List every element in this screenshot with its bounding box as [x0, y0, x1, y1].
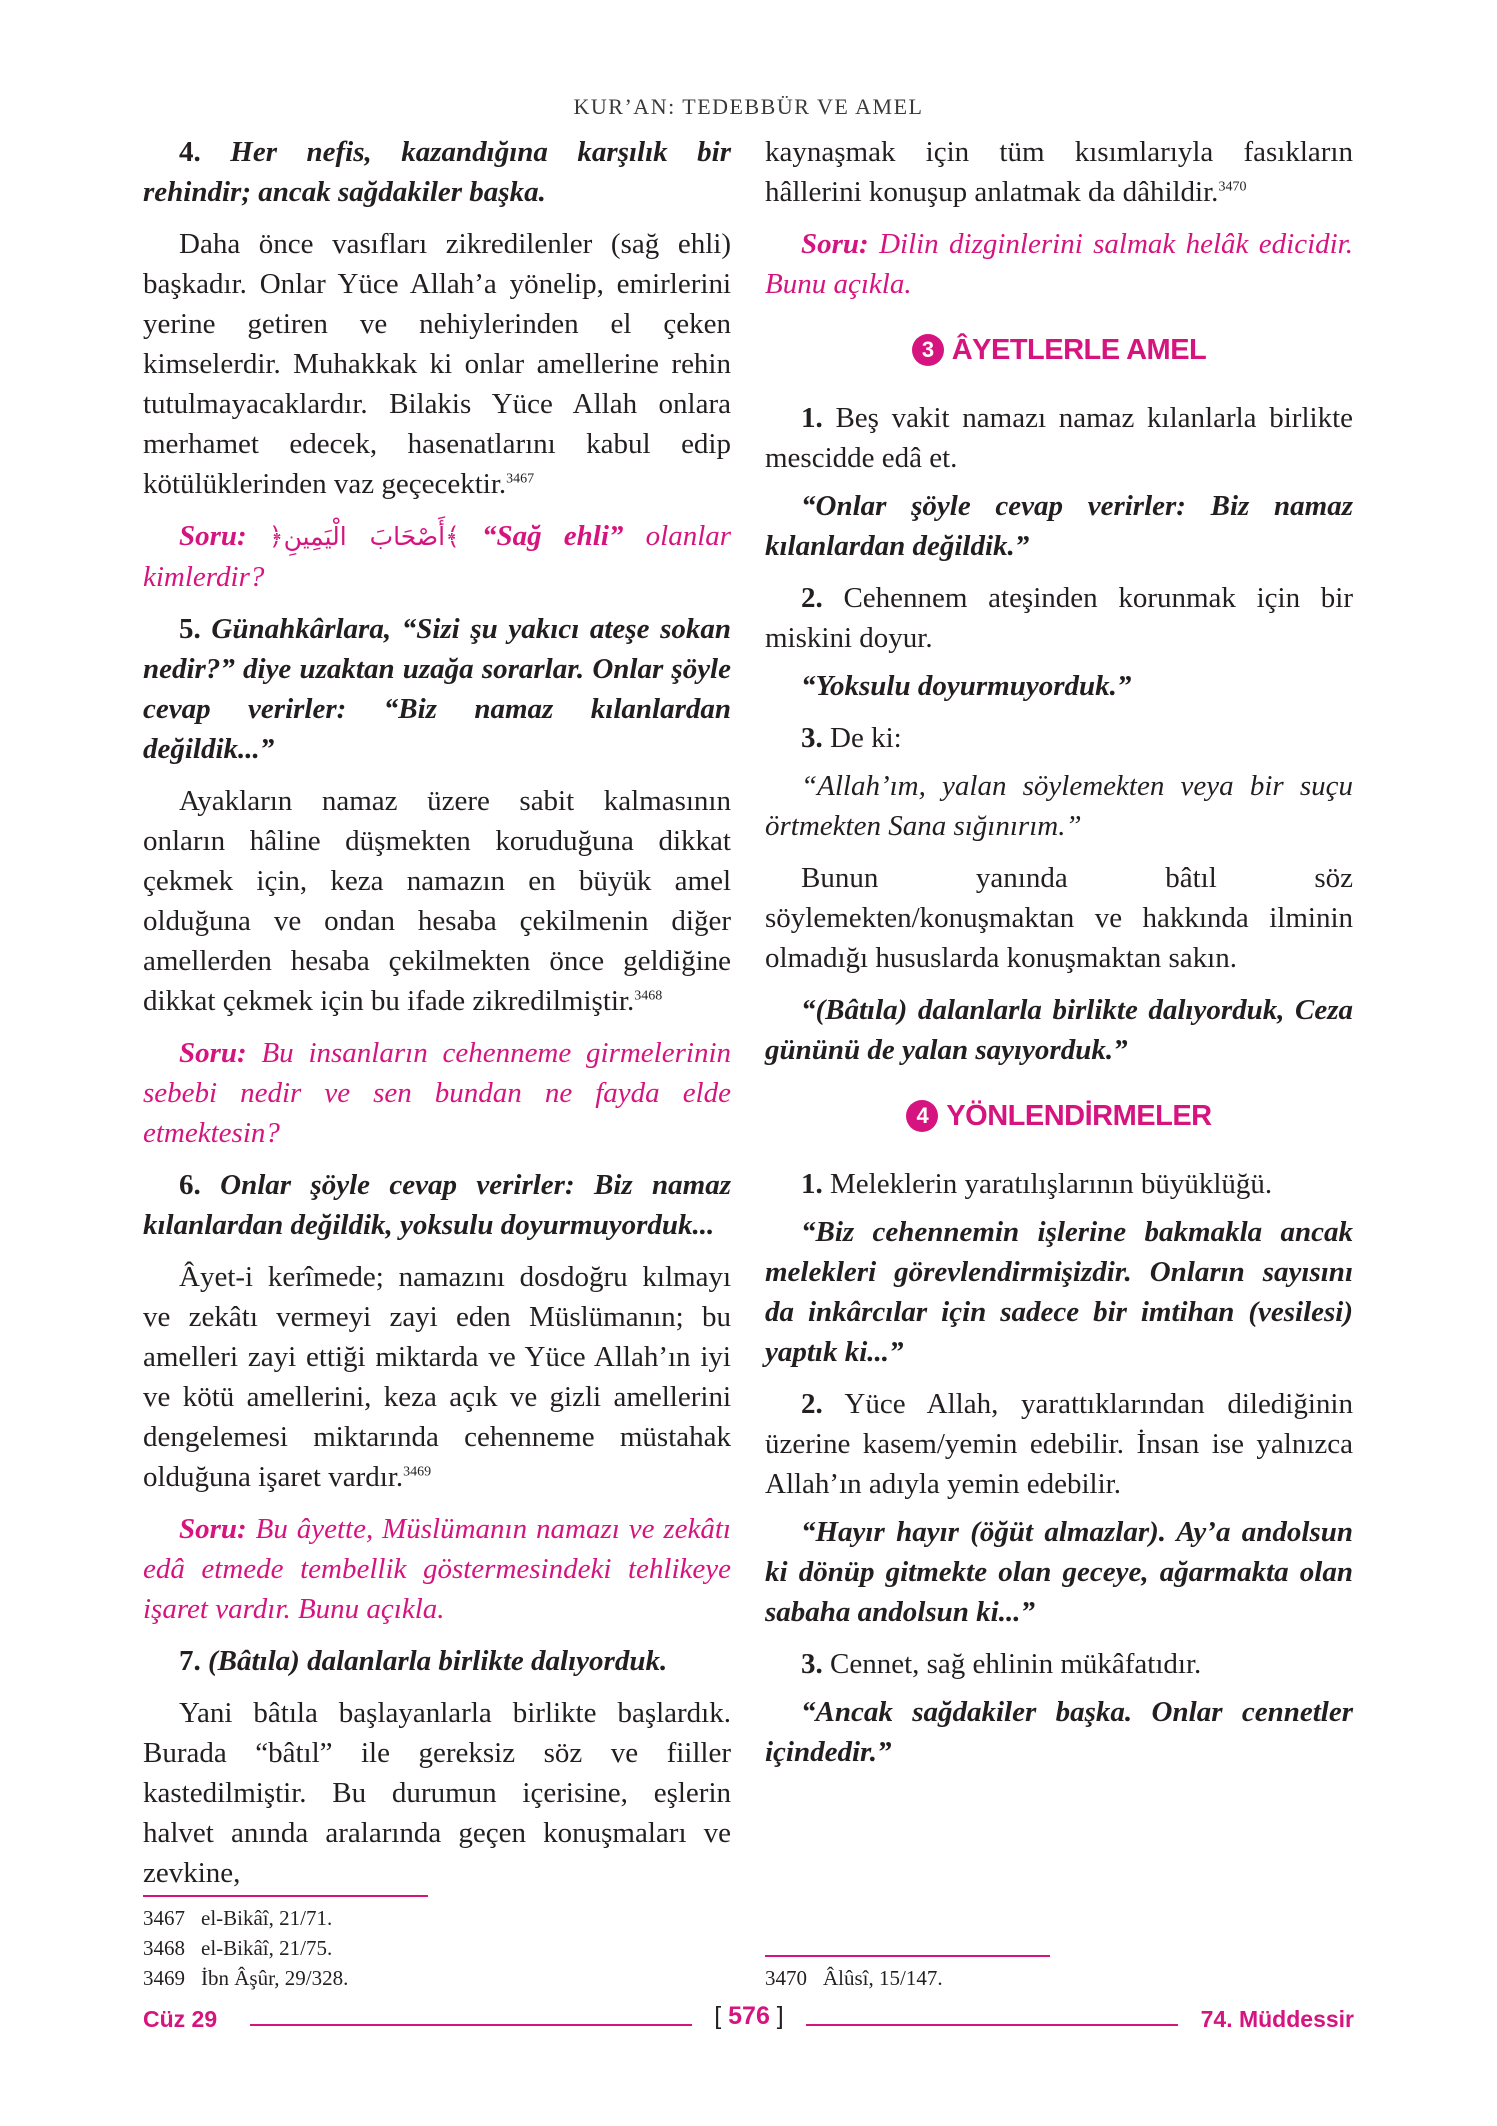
- arabic-phrase: ﴿أَصْحَابَ الْيَمِينِ﴾: [268, 522, 460, 551]
- action-item: [765, 578, 1353, 658]
- section-title: YÖNLENDİRMELER: [946, 1100, 1212, 1132]
- footnote-number: 3468: [143, 1936, 185, 1960]
- guidance-item: [765, 1164, 1353, 1204]
- item-text: Cehennem ateşinden korunmak için bir miskini doyur.: [765, 582, 1353, 654]
- question-text: olanlar kimlerdir?: [143, 520, 732, 593]
- verse-7: [143, 1641, 731, 1681]
- verse-number: 5.: [179, 613, 201, 645]
- footnote: [765, 1963, 943, 1993]
- section-number-badge: 4: [906, 1100, 938, 1132]
- item-number: 2.: [801, 1388, 823, 1420]
- verse-text: Her nefis, kazandığına karşılık bir rehindir; ancak sağdakiler başka.: [143, 136, 731, 208]
- item-number: 2.: [801, 582, 823, 614]
- running-title: KUR’AN: TEDEBBÜR VE AMEL: [573, 94, 924, 119]
- guidance-item: [765, 1384, 1353, 1504]
- footnote: [143, 1933, 348, 1963]
- surah-label: 74. Müddessir: [1200, 2006, 1354, 2032]
- verse-quote: “Hayır hayır (öğüt almazlar). Ay’a andolsun ki dönüp gitmekte olan geceye, ağarmakta olan sabaha andolsun ki...”: [765, 1516, 1353, 1628]
- footnote-ref[interactable]: 3469: [403, 1464, 432, 1480]
- commentary-paragraph-continued: [765, 132, 1353, 212]
- footnotes-left: [143, 1903, 348, 1993]
- item-text: Beş vakit namazı namaz kılanlarla birlikte mescidde edâ et.: [765, 402, 1353, 474]
- item-text: Cennet, sağ ehlinin mükâfatıdır.: [830, 1648, 1202, 1680]
- paragraph-text: Daha önce vasıfları zikredilenler (sağ ehli) başkadır. Onlar Yüce Allah’a yönelip, emirlerini yerine getiren ve nehiylerinden el çeken kimselerdir. Muhakkak ki onlar amellerine rehin tutulmayacaklardır. Bilakis Yüce Allah onlara merhamet edecek, hasenatlarını kabul edip kötülüklerinden vaz geçecektir.: [143, 228, 731, 500]
- section-heading-ayetlerle-amel: [765, 334, 1353, 376]
- left-column: [143, 132, 731, 1905]
- question-label: Soru:: [179, 1513, 247, 1545]
- section-heading-yonlendirmeler: [765, 1100, 1353, 1142]
- footnote-ref[interactable]: 3467: [506, 471, 535, 487]
- commentary-paragraph: [143, 1693, 731, 1893]
- question-text: Bu âyette, Müslümanın namazı ve zekâtı edâ etmede tembellik göstermesindeki tehlikeye işaret vardır. Bunu açıkla.: [143, 1513, 731, 1625]
- footnote-text: İbn Âşûr, 29/328.: [201, 1966, 349, 1990]
- question-label: Soru:: [801, 228, 869, 260]
- footer-rule-left: [250, 2024, 692, 2026]
- paragraph-text: Ayakların namaz üzere sabit kalmasının onların hâline düşmekten koruduğuna dikkat çekmek için, keza namazın en büyük amel olduğuna ve ondan hesaba çekilmenin diğer amellerden hesaba çekilmekten önce geldiğine dikkat çekmek için bu ifade zikredilmiştir.: [143, 785, 731, 1017]
- item-text: De ki:: [830, 722, 902, 754]
- right-column: [765, 132, 1353, 1784]
- footnote-text: Âlûsî, 15/147.: [823, 1966, 943, 1990]
- item-number: 3.: [801, 722, 823, 754]
- footnotes-right: [765, 1963, 943, 1993]
- verse-quote: “Ancak sağdakiler başka. Onlar cennetler içindedir.”: [765, 1696, 1353, 1768]
- question-block: [765, 224, 1353, 304]
- verse-number: 7.: [179, 1645, 201, 1677]
- question-text: Bu insanların cehenneme girmelerinin sebebi nedir ve sen bundan ne fayda elde etmektesin?: [143, 1037, 731, 1149]
- footnote-number: 3469: [143, 1966, 185, 1990]
- verse-quote: “(Bâtıla) dalanlarla birlikte dalıyorduk, Ceza gününü de yalan sayıyorduk.”: [765, 994, 1353, 1066]
- verse-number: 4.: [179, 136, 201, 168]
- page-footer: [0, 2002, 1497, 2046]
- question-block: [143, 1509, 731, 1629]
- footnote: [143, 1903, 348, 1933]
- verse-quote: “Yoksulu doyurmuyorduk.”: [801, 670, 1132, 702]
- footnote-divider: [143, 1895, 428, 1897]
- prayer-quote: “Allah’ım, yalan söylemekten veya bir suçu örtmekten Sana sığınırım.”: [765, 770, 1353, 842]
- footer-rule-right: [806, 2024, 1178, 2026]
- verse-text: Onlar şöyle cevap verirler: Biz namaz kılanlardan değildik, yoksulu doyurmuyorduk...: [143, 1169, 732, 1241]
- advice-paragraph: Bunun yanında bâtıl söz söylemekten/konuşmaktan ve hakkında ilminin olmadığı hususlarda konuşmaktan sakın.: [765, 862, 1353, 974]
- paragraph-text: Yani bâtıla başlayanlarla birlikte başlardık. Burada “bâtıl” ile gereksiz söz ve fiiller kastedilmiştir. Bu durumun içerisine, eşlerin halvet anında aralarında geçen konuşmaları ve zevkine,: [143, 1697, 731, 1889]
- section-number-badge: 3: [912, 334, 944, 366]
- quoted-term: “Sağ ehli”: [481, 520, 624, 552]
- footnote-ref[interactable]: 3468: [634, 988, 663, 1004]
- verse-6: [143, 1165, 731, 1245]
- footnote-number: 3467: [143, 1906, 185, 1930]
- verse-text: Günahkârlara, “Sizi şu yakıcı ateşe sokan nedir?” diye uzaktan uzağa sorarlar. Onlar şöyle cevap verirler: “Biz namaz kılanlardan değildik...”: [143, 613, 731, 765]
- footnote-text: el-Bikâî, 21/75.: [201, 1936, 333, 1960]
- footnote-text: el-Bikâî, 21/71.: [201, 1906, 333, 1930]
- paragraph-text: Âyet-i kerîmede; namazını dosdoğru kılmayı ve zekâtı vermeyi zayi eden Müslümanın; bu amelleri zayi ettiği miktarda ve Yüce Allah’ın iyi ve kötü amellerini, keza açık ve gizli amellerini dengelemesi miktarında cehenneme müstahak olduğuna işaret vardır.: [143, 1261, 731, 1493]
- item-text: Yüce Allah, yarattıklarından dilediğinin üzerine kasem/yemin edebilir. İnsan ise yalnızca Allah’ın adıyla yemin edebilir.: [765, 1388, 1353, 1500]
- footnote-divider: [765, 1955, 1050, 1957]
- verse-text: (Bâtıla) dalanlarla birlikte dalıyorduk.: [208, 1645, 668, 1677]
- question-block: [143, 1033, 731, 1153]
- item-number: 3.: [801, 1648, 823, 1680]
- question-label: Soru:: [179, 520, 247, 552]
- verse-quote: “Biz cehennemin işlerine bakmakla ancak melekleri görevlendirmişizdir. Onların sayısını da inkârcılar için sadece bir imtihan (vesilesi) yaptık ki...”: [765, 1216, 1353, 1368]
- commentary-paragraph: [143, 781, 731, 1021]
- paragraph-text: kaynaşmak için tüm kısımlarıyla fasıkların hâllerini konuşup anlatmak da dâhildir.: [765, 136, 1353, 208]
- footnote: [143, 1963, 348, 1993]
- verse-5: [143, 609, 731, 769]
- commentary-paragraph: [143, 224, 731, 504]
- juz-label: Cüz 29: [143, 2006, 218, 2032]
- action-item: [765, 718, 1353, 758]
- page-number: [ 576 ]: [714, 2002, 784, 2030]
- footnote-ref[interactable]: 3470: [1218, 179, 1247, 195]
- commentary-paragraph: [143, 1257, 731, 1497]
- question-text: Dilin dizginlerini salmak helâk edicidir. Bunu açıkla.: [765, 228, 1353, 300]
- verse-quote: “Onlar şöyle cevap verirler: Biz namaz kılanlardan değildik.”: [765, 490, 1353, 562]
- page-number-value: 576: [728, 2002, 770, 2030]
- item-number: 1.: [801, 1168, 823, 1200]
- guidance-item: [765, 1644, 1353, 1684]
- footnote-number: 3470: [765, 1966, 807, 1990]
- question-block: [143, 516, 731, 597]
- verse-4: [143, 132, 731, 212]
- verse-number: 6.: [179, 1169, 201, 1201]
- item-text: Meleklerin yaratılışlarının büyüklüğü.: [830, 1168, 1273, 1200]
- action-item: [765, 398, 1353, 478]
- question-label: Soru:: [179, 1037, 247, 1069]
- item-number: 1.: [801, 402, 823, 434]
- section-title: ÂYETLERLE AMEL: [951, 334, 1207, 366]
